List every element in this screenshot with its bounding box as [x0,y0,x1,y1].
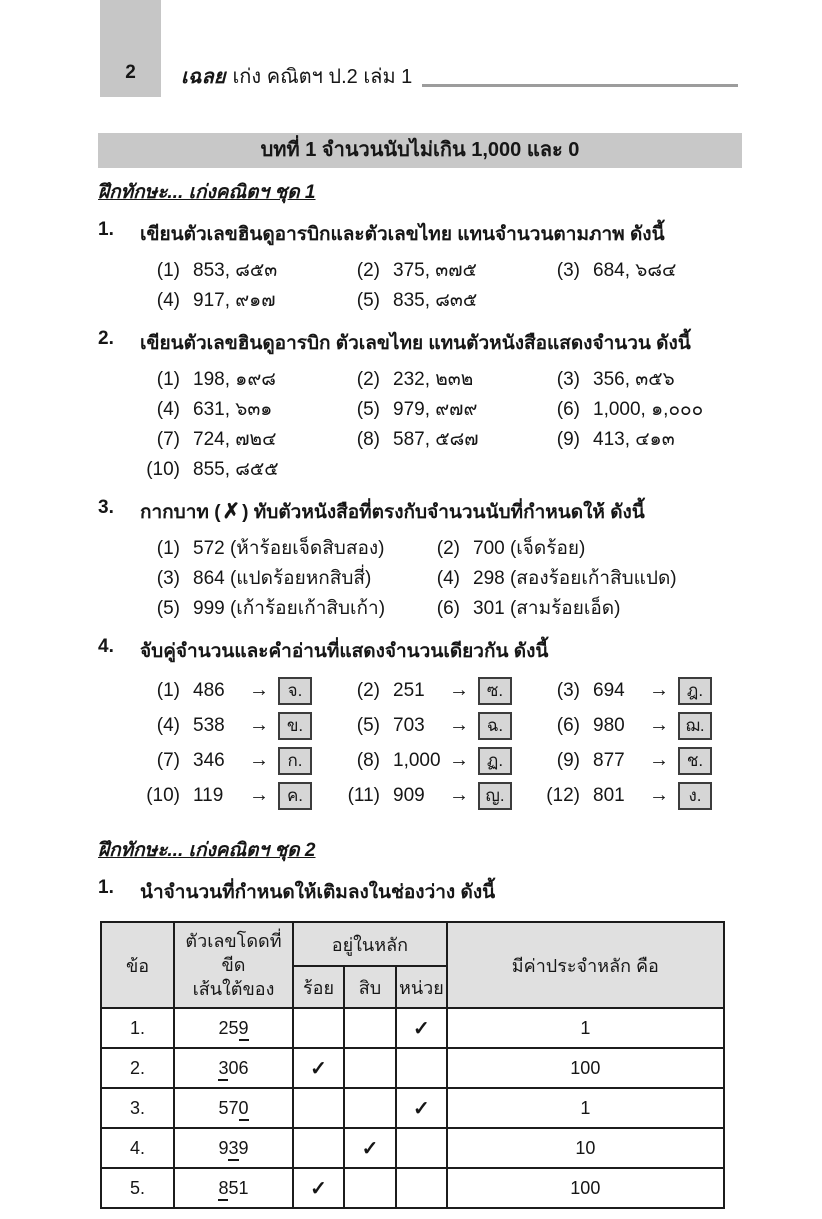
check-mark-icon: ✓ [413,1097,430,1120]
row-number-cell: 4. [101,1128,174,1168]
check-cell-units [396,1048,447,1088]
place-value-cell: 10 [447,1128,724,1168]
running-header-series-title: เฉลย [181,66,226,88]
answer-label: (5) [356,290,380,311]
answer-item [140,286,340,316]
match-number: 251 [393,679,425,701]
match-answer-box: ญ. [478,782,512,810]
table-header-item-no: ข้อ [101,922,174,1008]
place-value-cell: 100 [447,1048,724,1088]
check-cell-units [396,1128,447,1168]
answer-label: (7) [156,429,180,450]
place-value-cell: 1 [447,1008,724,1048]
check-cell-hundreds [293,1048,344,1088]
match-answer-box: ข. [278,712,312,740]
question-text: จับคู่จำนวนและคำอ่านที่แสดงจำนวนเดียวกัน ดังนี้ [140,641,549,662]
answer-value: 631, ๖๓๑ [193,399,273,420]
match-number: 909 [393,784,425,806]
answer-label: (2) [356,260,380,281]
table-header-tens: สิบ [344,966,396,1008]
page-number: 2 [125,62,136,83]
table-row [101,1008,724,1048]
answer-value: 855, ๘๕๕ [193,459,279,480]
check-cell-tens [344,1128,396,1168]
question-text-after: ) ทับตัวหนังสือที่ตรงกับจำนวนนับที่กำหนดให้ ดังนี้ [242,502,645,523]
match-number: 980 [593,714,625,736]
match-number: 119 [193,784,224,806]
answer-label: (1) [156,260,180,281]
answer-value: 356, ๓๕๖ [593,369,675,390]
digit-plain: 51 [228,1177,249,1198]
running-header-book-title: เก่ง คณิตฯ ป.2 เล่ม 1 [232,66,413,88]
match-item [140,743,340,778]
table-header-underlined-digit [174,922,293,1008]
question-number: 2. [98,328,114,349]
answer-item [140,455,340,485]
check-mark-icon: ✓ [413,1017,430,1040]
section2-heading: ฝึกทักษะ... เก่งคณิตฯ ชุด 2 [98,840,316,861]
check-cell-hundreds [293,1008,344,1048]
check-cell-units [396,1168,447,1208]
answer-item [340,425,540,455]
question-4 [98,636,742,666]
match-label: (5) [356,714,380,736]
match-label: (1) [156,679,180,701]
check-mark-icon: ✓ [310,1057,327,1080]
row-number-cell: 1. [101,1008,174,1048]
table-row [101,1048,724,1088]
answer-item [420,534,742,564]
digit-plain: 06 [228,1057,249,1078]
match-label: (7) [156,749,180,771]
match-label: (4) [156,714,180,736]
match-number: 346 [193,749,225,771]
answer-value: 298 (สองร้อยเก้าสิบแปด) [473,568,677,589]
arrow-right-icon: → [449,679,469,701]
answer-item [540,256,742,286]
table-row [101,1128,724,1168]
digit-underlined: 8 [218,1178,228,1201]
answer-value: 700 (เจ็ดร้อย) [473,538,586,559]
answer-value: 1,000, ๑,๐๐๐ [593,399,704,420]
answer-item [540,365,742,395]
table-header-place-group: อยู่ในหลัก [293,922,447,966]
match-number: 538 [193,714,225,736]
check-cell-tens [344,1008,396,1048]
match-answer-box: ช. [678,747,712,775]
question-3-answers [140,534,742,624]
answer-label: (3) [556,369,580,390]
match-label: (9) [556,749,580,771]
question-1 [98,219,742,249]
answer-label: (4) [156,399,180,420]
answer-item [140,365,340,395]
match-answer-box: ง. [678,782,712,810]
match-number: 801 [593,784,625,806]
answer-value: 684, ๖๘๔ [593,260,677,281]
answer-label: (3) [156,568,180,589]
question-number: 4. [98,636,114,657]
answer-label: (5) [156,598,180,619]
digit-cell [174,1088,293,1128]
answer-value: 301 (สามร้อยเอ็ด) [473,598,621,619]
table-row [101,1168,724,1208]
answer-label: (2) [356,369,380,390]
match-number: 694 [593,679,625,701]
arrow-right-icon: → [649,784,669,806]
check-cell-hundreds [293,1168,344,1208]
answer-item [540,395,742,425]
digit-plain: 9 [238,1137,249,1158]
table-header-underlined-digit-line1: ตัวเลขโดดที่ขีด [185,931,282,975]
answer-value: 979, ๙๗๙ [393,399,478,420]
question-text: นำจำนวนที่กำหนดให้เติมลงในช่องว่าง ดังนี้ [140,882,496,903]
question-3 [98,497,742,527]
check-cell-hundreds [293,1128,344,1168]
answer-item [340,256,540,286]
question-4-matches [140,673,742,813]
match-answer-box: ซ. [478,677,512,705]
answer-label: (6) [556,399,580,420]
match-item [140,708,340,743]
arrow-right-icon: → [649,714,669,736]
question-1-answers [140,256,742,316]
answer-item [140,395,340,425]
match-label: (6) [556,714,580,736]
check-cell-tens [344,1088,396,1128]
question-number: 3. [98,497,114,518]
answer-item [340,286,540,316]
match-item [540,743,742,778]
arrow-right-icon: → [249,784,269,806]
answer-label: (5) [356,399,380,420]
answer-label: (3) [556,260,580,281]
question-number: 1. [98,219,114,240]
match-item [340,743,540,778]
match-answer-box: ค. [278,782,312,810]
place-value-cell: 1 [447,1088,724,1128]
match-answer-box: ฌ. [678,712,712,740]
answer-label: (4) [156,290,180,311]
digit-underlined: 9 [239,1018,249,1041]
arrow-right-icon: → [249,714,269,736]
running-header [181,60,738,92]
table-header-units: หน่วย [396,966,447,1008]
answer-item [140,256,340,286]
digit-plain: 9 [218,1137,229,1158]
digit-cell [174,1048,293,1088]
match-number: 703 [393,714,425,736]
match-answer-box: ก. [278,747,312,775]
check-cell-units [396,1088,447,1128]
table-header-hundreds: ร้อย [293,966,344,1008]
match-item [340,708,540,743]
match-label: (8) [356,749,380,771]
match-item [540,778,742,813]
cross-mark-icon: ✗ [222,500,241,523]
arrow-right-icon: → [249,749,269,771]
answer-value: 572 (ห้าร้อยเจ็ดสิบสอง) [193,538,385,559]
answer-label: (1) [156,369,180,390]
answer-item [420,594,742,624]
answer-value: 864 (แปดร้อยหกสิบสี่) [193,568,372,589]
page-content [98,177,742,1209]
arrow-right-icon: → [649,679,669,701]
check-cell-hundreds [293,1088,344,1128]
header-rule-line [422,84,738,87]
match-number: 877 [593,749,625,771]
match-answer-box: จ. [278,677,312,705]
answer-value: 198, ๑๙๘ [193,369,276,390]
digit-underlined: 0 [239,1098,249,1121]
place-value-cell: 100 [447,1168,724,1208]
answer-item [420,564,742,594]
answer-value: 413, ๔๑๓ [593,429,675,450]
answer-value: 835, ๘๓๕ [393,290,478,311]
arrow-right-icon: → [449,749,469,771]
arrow-right-icon: → [649,749,669,771]
check-cell-tens [344,1168,396,1208]
place-value-table [100,921,725,1209]
answer-value: 724, ๗๒๔ [193,429,277,450]
arrow-right-icon: → [249,679,269,701]
question-text-before: กากบาท ( [140,502,221,523]
match-label: (3) [556,679,580,701]
match-label: (10) [146,784,180,806]
answer-label: (1) [156,538,180,559]
digit-cell [174,1008,293,1048]
row-number-cell: 5. [101,1168,174,1208]
answer-value: 587, ๕๘๗ [393,429,479,450]
answer-label: (9) [556,429,580,450]
answer-item [140,594,420,624]
table-row [101,1088,724,1128]
answer-item [540,425,742,455]
digit-underlined: 3 [228,1138,238,1161]
check-mark-icon: ✓ [310,1177,327,1200]
answer-item [340,365,540,395]
match-label: (11) [347,784,380,806]
answer-item [140,425,340,455]
match-item [140,778,340,813]
digit-cell [174,1128,293,1168]
answer-label: (2) [436,538,460,559]
answer-label: (8) [356,429,380,450]
match-label: (12) [546,784,580,806]
digit-underlined: 3 [218,1058,228,1081]
match-number: 1,000 [393,749,441,771]
question-2-answers [140,365,742,485]
digit-cell [174,1168,293,1208]
answer-value: 917, ๙๑๗ [193,290,276,311]
match-item [340,673,540,708]
answer-item [140,534,420,564]
answer-label: (4) [436,568,460,589]
answer-label: (10) [146,459,180,480]
match-item [540,708,742,743]
match-label: (2) [356,679,380,701]
match-answer-box: ฎ. [678,677,712,705]
section1-heading: ฝึกทักษะ... เก่งคณิตฯ ชุด 1 [98,182,316,203]
table-header-place-value: มีค่าประจำหลัก คือ [447,922,724,1008]
answer-label: (6) [436,598,460,619]
answer-item [340,395,540,425]
answer-value: 375, ๓๗๕ [393,260,477,281]
match-answer-box: ฉ. [478,712,512,740]
match-answer-box: ฏ. [478,747,512,775]
digit-plain: 57 [218,1097,239,1118]
match-number: 486 [193,679,225,701]
digit-plain: 25 [218,1017,239,1038]
question-text [140,497,742,527]
arrow-right-icon: → [449,714,469,736]
answer-value: 999 (เก้าร้อยเก้าสิบเก้า) [193,598,386,619]
question-text: เขียนตัวเลขฮินดูอารบิก ตัวเลขไทย แทนตัวหนังสือแสดงจำนวน ดังนี้ [140,333,691,354]
match-item [140,673,340,708]
question-number: 1. [98,877,114,898]
check-cell-units [396,1008,447,1048]
answer-value: 232, ๒๓๒ [393,369,474,390]
check-cell-tens [344,1048,396,1088]
chapter-banner: บทที่ 1 จำนวนนับไม่เกิน 1,000 และ 0 [98,133,742,168]
answer-value: 853, ๘๕๓ [193,260,278,281]
table-header-underlined-digit-line2: เส้นใต้ของ [192,979,275,999]
answer-item [140,564,420,594]
check-mark-icon: ✓ [361,1137,379,1160]
match-item [340,778,540,813]
row-number-cell: 3. [101,1088,174,1128]
question-text: เขียนตัวเลขฮินดูอารบิกและตัวเลขไทย แทนจำนวนตามภาพ ดังนี้ [140,224,665,245]
row-number-cell: 2. [101,1048,174,1088]
question-2 [98,328,742,358]
match-item [540,673,742,708]
page-number-tab [100,0,161,97]
arrow-right-icon: → [449,784,469,806]
section2-question-1 [98,877,742,907]
